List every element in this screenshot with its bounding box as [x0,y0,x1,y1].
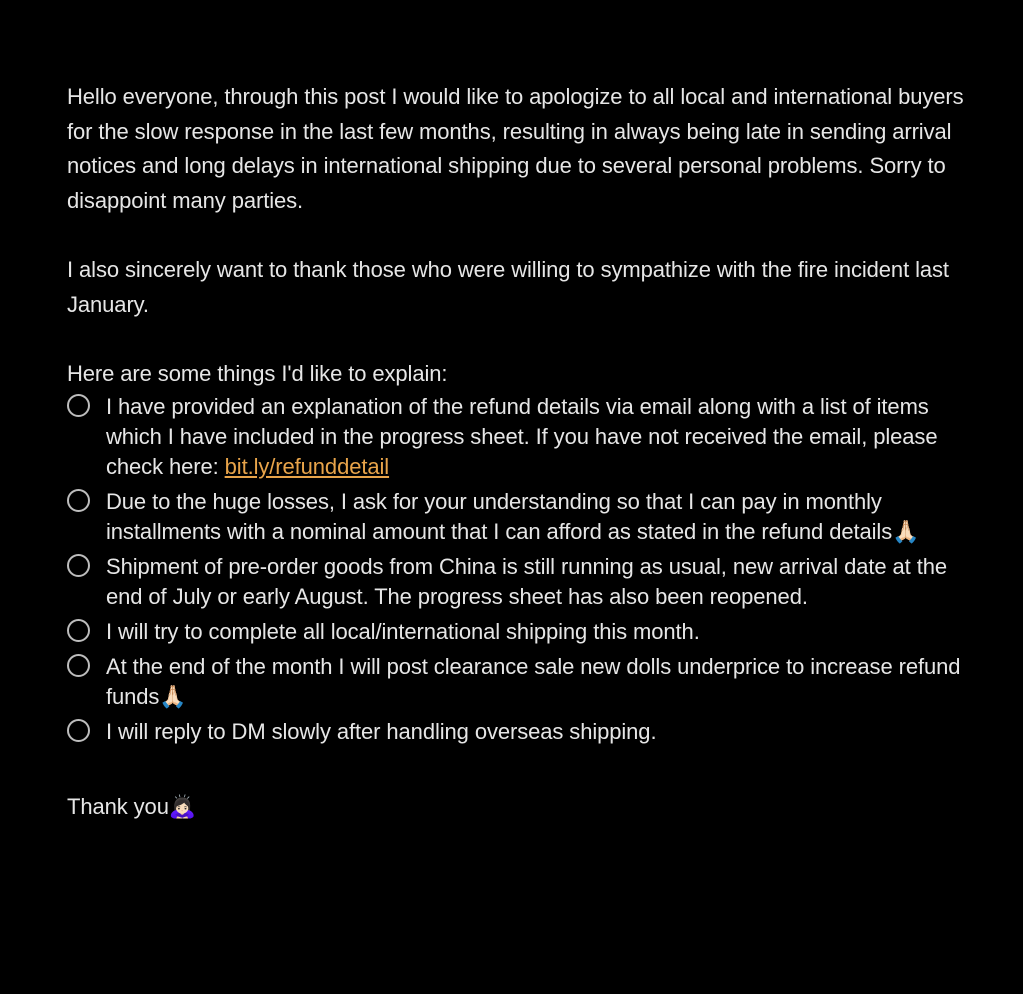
checklist-item [67,617,967,647]
checklist-item [67,652,967,712]
checklist-item-text: Shipment of pre-order goods from China is still running as usual, new arrival date at the end of July or early August. The progress sheet has also been reopened. [106,553,947,609]
checklist [67,392,967,747]
checklist-item-text: At the end of the month I will post clearance sale new dolls underprice to increase refund funds🙏🏻 [106,653,961,709]
checklist-item [67,487,967,547]
note-body [67,80,967,824]
checklist-item-text: I will try to complete all local/international shipping this month. [106,618,700,644]
checkbox-circle-icon[interactable] [67,394,90,417]
checkbox-circle-icon[interactable] [67,719,90,742]
closing-line: Thank you🙇🏻‍♀️ [67,793,197,819]
checklist-item-text [106,392,967,482]
refund-detail-link[interactable]: bit.ly/refunddetail [224,453,390,479]
checklist-item [67,392,967,482]
paragraph-spacer [67,322,967,357]
intro-paragraph: Hello everyone, through this post I would like to apologize to all local and international buyers for the slow response in the last few months, resulting in always being late in sending arrival notices and long delays in international shipping due to several personal problems. Sorry to disappoint many parties. [67,84,964,213]
checkbox-circle-icon[interactable] [67,654,90,677]
paragraph-spacer [67,752,967,790]
checkbox-circle-icon[interactable] [67,554,90,577]
paragraph-spacer [67,218,967,253]
checkbox-circle-icon[interactable] [67,489,90,512]
checklist-item [67,552,967,612]
checklist-item-text: I will reply to DM slowly after handling overseas shipping. [106,718,657,744]
checklist-item-label: I have provided an explanation of the refund details via email along with a list of items which I have included in the progress sheet. If you have not received the email, please check here: [106,393,938,479]
checklist-item [67,717,967,747]
thanks-paragraph: I also sincerely want to thank those who were willing to sympathize with the fire incident last January. [67,257,949,317]
list-heading: Here are some things I'd like to explain: [67,361,448,386]
checkbox-circle-icon[interactable] [67,619,90,642]
checklist-item-text: Due to the huge losses, I ask for your understanding so that I can pay in monthly installments with a nominal amount that I can afford as stated in the refund details🙏🏻 [106,488,920,544]
